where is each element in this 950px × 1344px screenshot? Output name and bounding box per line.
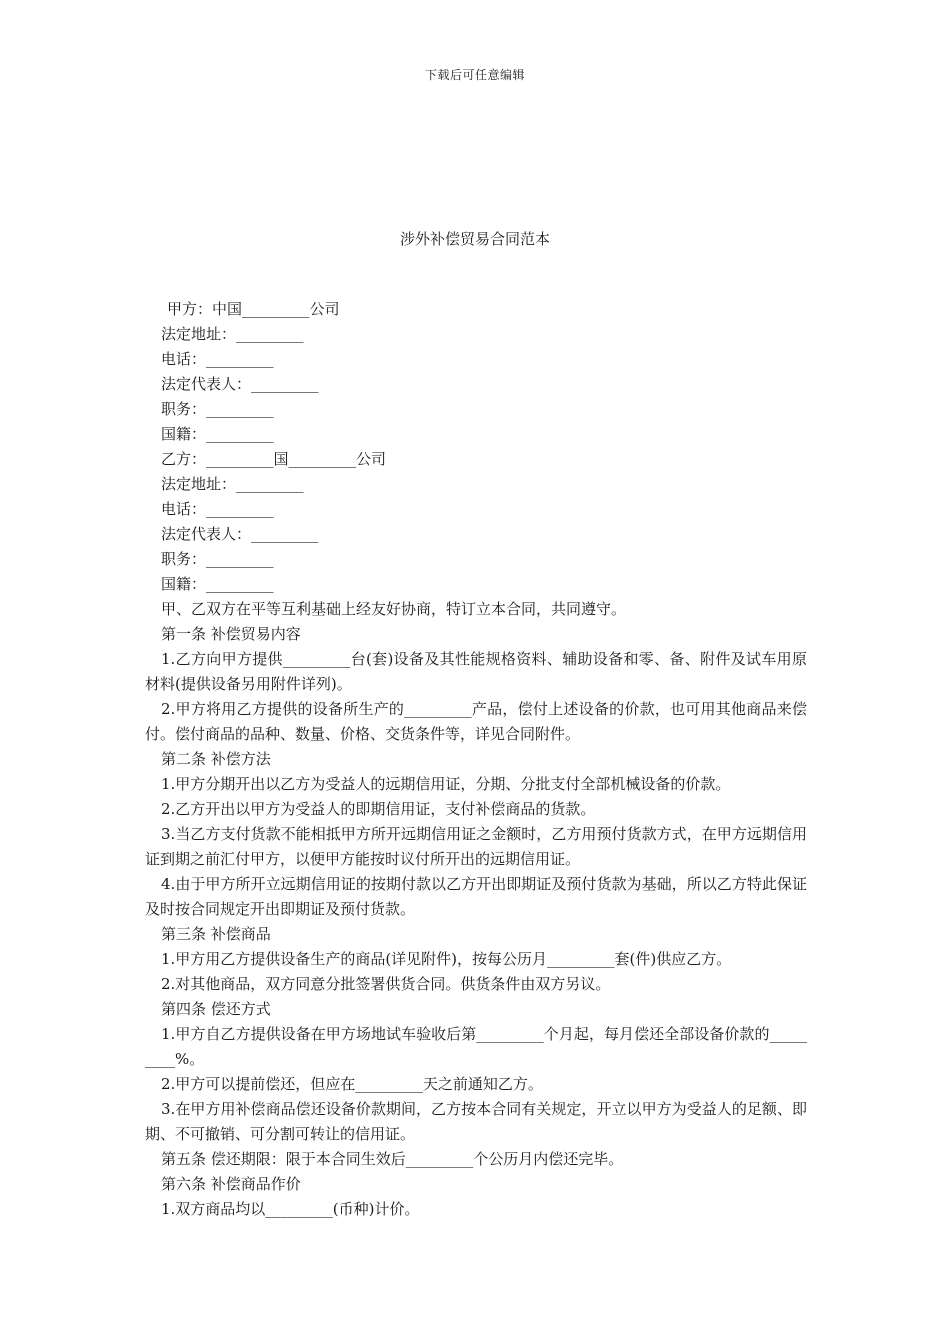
party-b-address: 法定地址：_________ — [161, 475, 304, 493]
document-body — [145, 297, 807, 1222]
party-a-representative: 法定代表人：_________ — [161, 375, 319, 393]
article-1-item-2: 2.甲方将用乙方提供的设备所生产的_________产品，偿付上述设备的价款，也可用其他商品来偿付。偿付商品的品种、数量、价格、交货条件等，详见合同附件。 — [145, 700, 807, 743]
document-title: 涉外补偿贸易合同范本 — [399, 230, 550, 248]
party-b-name: 乙方：_________国_________公司 — [161, 450, 387, 468]
party-a-nationality: 国籍：_________ — [161, 425, 274, 443]
article-3-item-1: 1.甲方用乙方提供设备生产的商品(详见附件)，按每公历月_________套(件)供应乙方。 — [161, 950, 732, 968]
party-b-nationality: 国籍：_________ — [161, 575, 274, 593]
article-4-item-2: 2.甲方可以提前偿还，但应在_________天之前通知乙方。 — [161, 1075, 543, 1093]
party-b-representative: 法定代表人：_________ — [161, 525, 319, 543]
article-6-item-1: 1.双方商品均以_________(币种)计价。 — [161, 1200, 420, 1218]
intro-paragraph: 甲、乙双方在平等互利基础上经友好协商，特订立本合同，共同遵守。 — [161, 600, 627, 618]
article-1-item-1: 1.乙方向甲方提供_________台(套)设备及其性能规格资料、辅助设备和零、备、附件及试车用原材料(提供设备另用附件详列)。 — [145, 650, 807, 693]
article-2-heading: 第二条 补偿方法 — [161, 750, 271, 768]
article-2-item-1: 1.甲方分期开出以乙方为受益人的远期信用证，分期、分批支付全部机械设备的价款。 — [161, 775, 731, 793]
article-2-item-2: 2.乙方开出以甲方为受益人的即期信用证，支付补偿商品的货款。 — [161, 800, 596, 818]
party-a-name: 甲方：中国_________公司 — [167, 300, 340, 318]
article-4-item-3: 3.在甲方用补偿商品偿还设备价款期间，乙方按本合同有关规定，开立以甲方为受益人的足额、即期、不可撤销、可分割可转让的信用证。 — [145, 1100, 807, 1143]
article-2-item-3: 3.当乙方支付货款不能相抵甲方所开远期信用证之金额时，乙方用预付货款方式，在甲方远期信用证到期之前汇付甲方，以便甲方能按时议付所开出的远期信用证。 — [145, 825, 807, 868]
article-1-heading: 第一条 补偿贸易内容 — [161, 625, 301, 643]
article-5-heading: 第五条 偿还期限：限于本合同生效后_________个公历月内偿还完毕。 — [161, 1150, 624, 1168]
party-b-phone: 电话：_________ — [161, 500, 274, 518]
party-a-position: 职务：_________ — [161, 400, 274, 418]
party-b-position: 职务：_________ — [161, 550, 274, 568]
article-2-item-4: 4.由于甲方所开立远期信用证的按期付款以乙方开出即期证及预付货款为基础，所以乙方特此保证及时按合同规定开出即期证及预付货款。 — [145, 875, 807, 918]
article-4-item-1: 1.甲方自乙方提供设备在甲方场地试车验收后第_________个月起，每月偿还全部设备价款的_________%。 — [145, 1025, 807, 1068]
article-3-heading: 第三条 补偿商品 — [161, 925, 271, 943]
article-3-item-2: 2.对其他商品，双方同意分批签署供货合同。供货条件由双方另议。 — [161, 975, 611, 993]
party-a-phone: 电话：_________ — [161, 350, 274, 368]
article-4-heading: 第四条 偿还方式 — [161, 1000, 271, 1018]
article-6-heading: 第六条 补偿商品作价 — [161, 1175, 301, 1193]
page-header-note: 下载后可任意编辑 — [424, 68, 525, 82]
party-a-address: 法定地址：_________ — [161, 325, 304, 343]
